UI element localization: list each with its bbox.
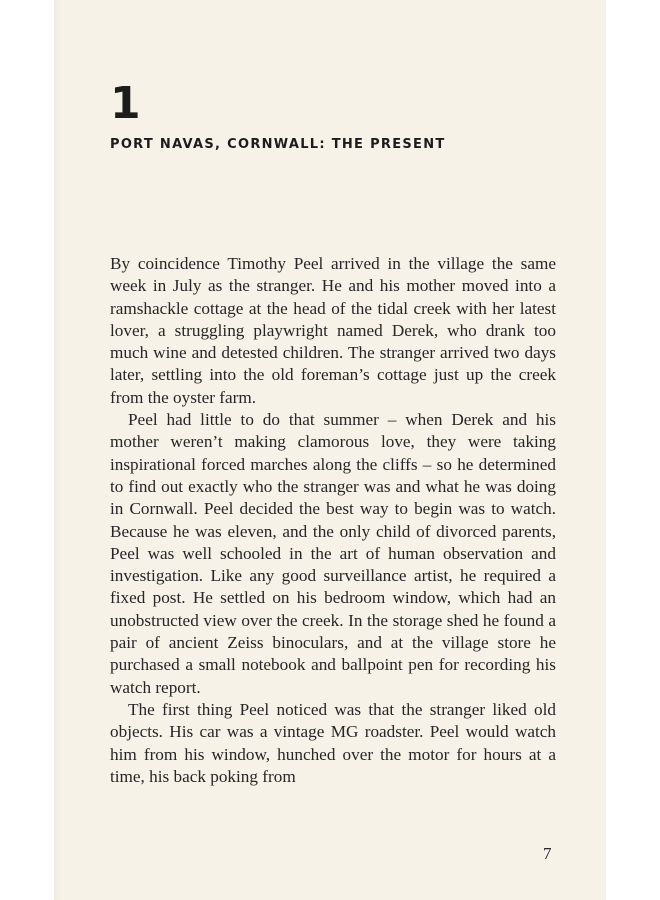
chapter-title: PORT NAVAS, CORNWALL: THE PRESENT <box>110 137 446 152</box>
chapter-body <box>110 253 556 788</box>
paragraph-1: By coincidence Timothy Peel arrived in the village the same week in July as the stranger. He and his mother moved into a ramshackle cottage at the head of the tidal creek with her latest lover, a struggling playwright named Derek, who drank too much wine and detested children. The stranger arrived two days later, settling into the old foreman’s cottage just up the creek from the oyster farm. <box>110 254 556 407</box>
paragraph-2: Peel had little to do that summer – when Derek and his mother weren’t making clamorous love, they were taking inspirational forced marches along the cliffs – so he determined to find out exactly who the stranger was and what he was doing in Cornwall. Peel decided the best way to begin was to watch. Because he was eleven, and the only child of divorced parents, Peel was well schooled in the art of human observation and investigation. Like any good surveillance artist, he required a fixed post. He settled on his bedroom window, which had an unobstructed view over the creek. In the storage shed he found a pair of ancient Zeiss binoculars, and at the village store he purchased a small notebook and ballpoint pen for recording his watch report. <box>110 410 556 697</box>
chapter-number: 1 <box>110 78 141 129</box>
page-number: 7 <box>543 844 552 863</box>
book-page <box>54 0 606 900</box>
paragraph-3: The first thing Peel noticed was that the stranger liked old objects. His car was a vintage MG roadster. Peel would watch him from his window, hunched over the motor for hours at a time, his back poking from <box>110 699 556 786</box>
